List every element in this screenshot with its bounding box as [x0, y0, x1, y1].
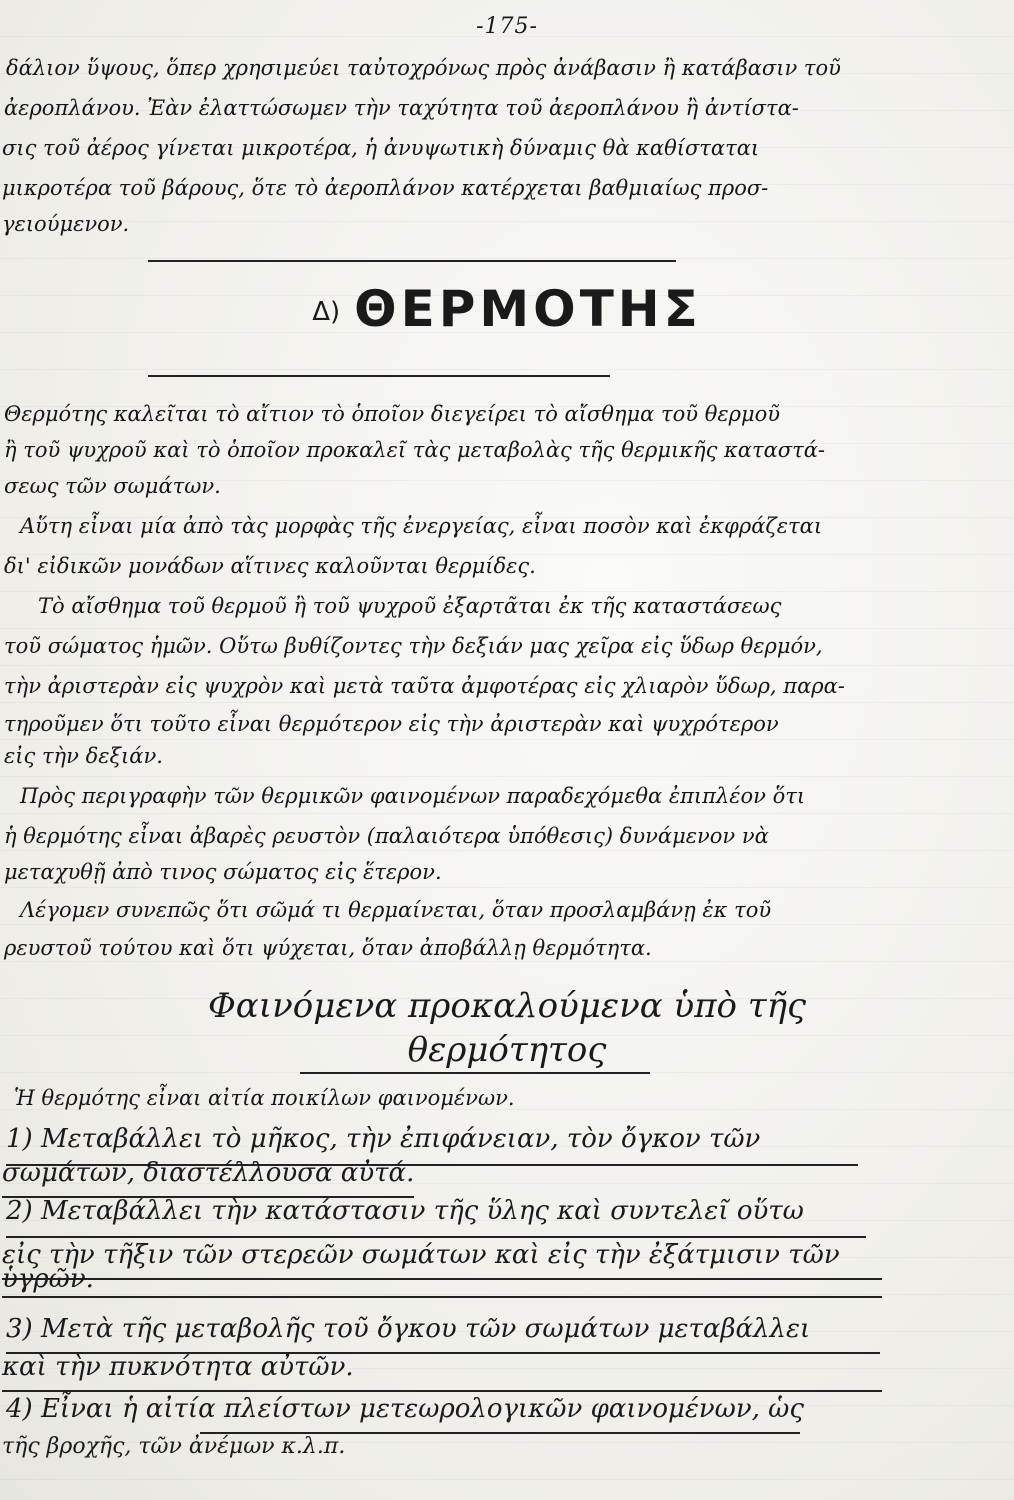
- list-line: 2) Μεταβάλλει τὴν κατάστασιν τῆς ὕλης καὶ συντελεῖ οὕτω: [6, 1196, 804, 1226]
- intro-line: σις τοῦ ἀέρος γίνεται μικροτέρα, ἡ ἀνυψωτικὴ δύναμις θὰ καθίσταται: [2, 136, 760, 160]
- list-line: ὑγρῶν.: [2, 1264, 94, 1294]
- intro-line: μικροτέρα τοῦ βάρους, ὅτε τὸ ἀεροπλάνον κατέρχεται βαθμιαίως προσ-: [2, 176, 769, 200]
- body-line: τηροῦμεν ὅτι τοῦτο εἶναι θερμότερον εἰς τὴν ἀριστερὰν καὶ ψυχρότερον: [4, 712, 779, 736]
- body-line: σεως τῶν σωμάτων.: [4, 474, 221, 498]
- list-line: καὶ τὴν πυκνότητα αὐτῶν.: [2, 1352, 354, 1382]
- list-line: 4) Εἶναι ἡ αἰτία πλείστων μετεωρολογικῶν φαινομένων, ὡς: [6, 1394, 804, 1424]
- body-line: ἢ τοῦ ψυχροῦ καὶ τὸ ὁποῖον προκαλεῖ τὰς μεταβολὰς τῆς θερμικῆς καταστά-: [4, 438, 825, 462]
- intro-line: δάλιον ὕψους, ὅπερ χρησιμεύει ταὐτοχρόνως πρὸς ἀνάβασιν ἢ κατάβασιν τοῦ: [6, 56, 841, 80]
- divider-rule: [148, 260, 676, 262]
- list-line: 3) Μετὰ τῆς μεταβολῆς τοῦ ὄγκου τῶν σωμάτων μεταβάλλει: [6, 1314, 811, 1344]
- divider-rule: [300, 1072, 650, 1074]
- body-line: Τὸ αἴσθημα τοῦ θερμοῦ ἢ τοῦ ψυχροῦ ἐξαρτᾶται ἐκ τῆς καταστάσεως: [38, 594, 782, 618]
- underline-rule: [2, 1390, 882, 1392]
- body-line: δι' εἰδικῶν μονάδων αἵτινες καλοῦνται θερμίδες.: [4, 554, 536, 578]
- page-number: -175-: [476, 14, 538, 39]
- underline-rule: [2, 1296, 882, 1298]
- body-line: ρευστοῦ τούτου καὶ ὅτι ψύχεται, ὅταν ἀποβάλλῃ θερμότητα.: [4, 936, 652, 960]
- body-line: Λέγομεν συνεπῶς ὅτι σῶμά τι θερμαίνεται, ὅταν προσλαμβάνῃ ἐκ τοῦ: [20, 898, 772, 922]
- list-line: 1) Μεταβάλλει τὸ μῆκος, τὴν ἐπιφάνειαν, τὸν ὄγκον τῶν: [6, 1124, 761, 1154]
- intro-line: γειούμενον.: [2, 212, 130, 236]
- divider-rule: [148, 375, 610, 377]
- list-line: εἰς τὴν τῆξιν τῶν στερεῶν σωμάτων καὶ εἰς τὴν ἐξάτμισιν τῶν: [2, 1240, 840, 1270]
- phenomena-heading-line1: Φαινόμενα προκαλούμενα ὑπὸ τῆς: [207, 986, 807, 1026]
- underline-rule: [6, 1236, 866, 1238]
- underline-rule: [2, 1278, 882, 1280]
- body-line: τὴν ἀριστερὰν εἰς ψυχρὸν καὶ μετὰ ταῦτα ἀμφοτέρας εἰς χλιαρὸν ὕδωρ, παρα-: [4, 674, 845, 698]
- list-line: σωμάτων, διαστέλλουσα αὐτά.: [2, 1158, 415, 1188]
- body-line: Πρὸς περιγραφὴν τῶν θερμικῶν φαινομένων παραδεχόμεθα ἐπιπλέον ὅτι: [20, 784, 806, 808]
- intro-line: ἀεροπλάνου. Ἐὰν ἐλαττώσωμεν τὴν ταχύτητα τοῦ ἀεροπλάνου ἢ ἀντίστα-: [4, 96, 799, 120]
- body-line: μεταχυθῇ ἀπὸ τινος σώματος εἰς ἕτερον.: [4, 860, 442, 884]
- list-line: τῆς βροχῆς, τῶν ἀνέμων κ.λ.π.: [2, 1434, 346, 1459]
- body-line: εἰς τὴν δεξιάν.: [4, 744, 163, 768]
- phenomena-heading-line2: θερμότητος: [407, 1030, 607, 1070]
- body-line: τοῦ σώματος ἡμῶν. Οὕτω βυθίζοντες τὴν δεξιάν μας χεῖρα εἰς ὕδωρ θερμόν,: [4, 634, 823, 658]
- phenomena-intro: Ἡ θερμότης εἶναι αἰτία ποικίλων φαινομένων.: [14, 1086, 515, 1110]
- section-heading: [0, 280, 1014, 338]
- section-title: ΘΕΡΜΟΤΗΣ: [354, 280, 702, 338]
- body-line: Θερμότης καλεῖται τὸ αἴτιον τὸ ὁποῖον διεγείρει τὸ αἴσθημα τοῦ θερμοῦ: [4, 402, 781, 426]
- body-line: Αὕτη εἶναι μία ἀπὸ τὰς μορφὰς τῆς ἐνεργείας, εἶναι ποσὸν καὶ ἐκφράζεται: [20, 514, 823, 538]
- body-line: ἡ θερμότης εἶναι ἀβαρὲς ρευστὸν (παλαιότερα ὑπόθεσις) δυνάμενον νὰ: [4, 824, 769, 848]
- section-letter: Δ): [312, 297, 341, 327]
